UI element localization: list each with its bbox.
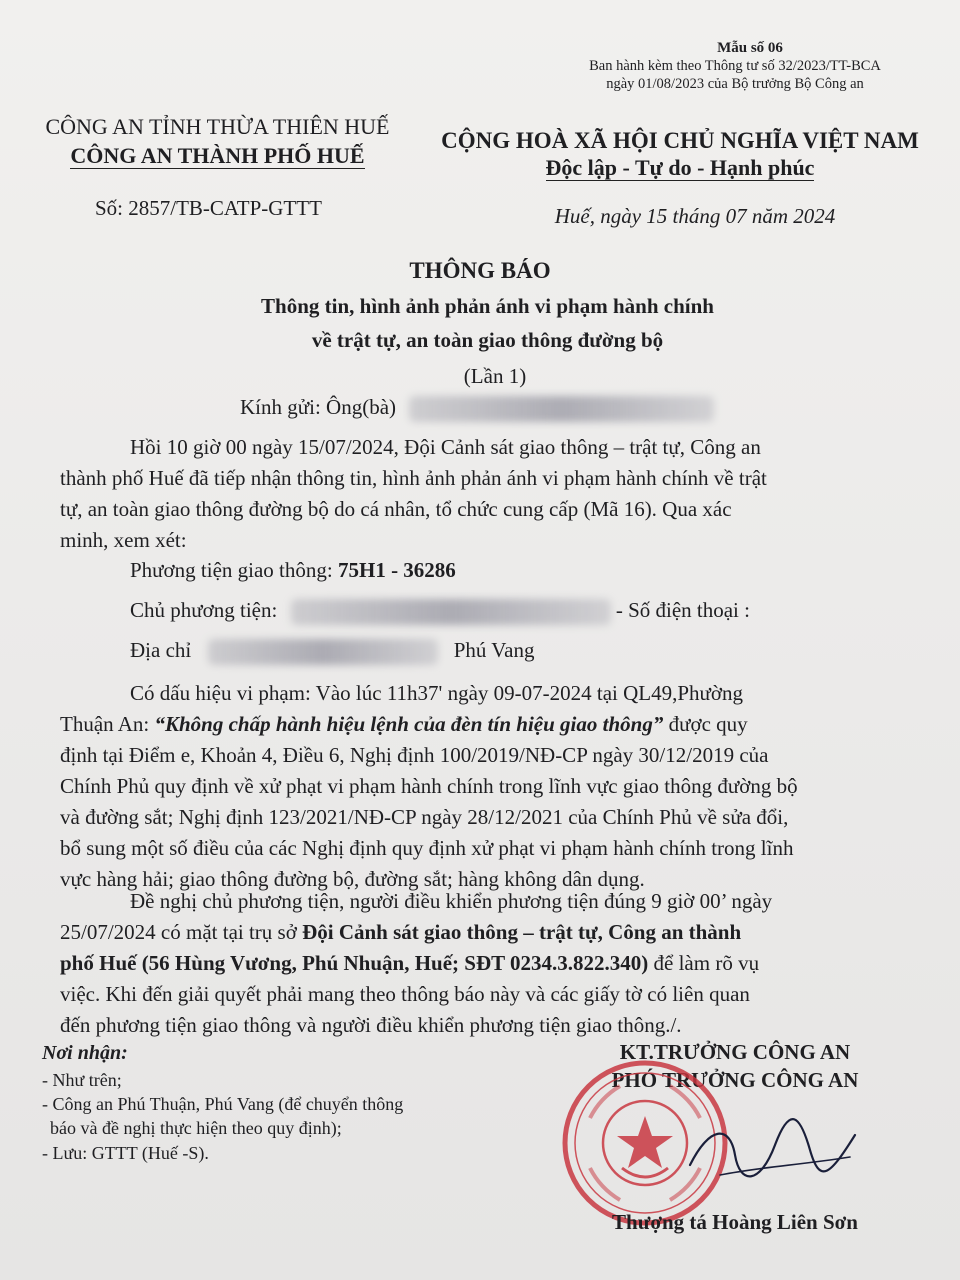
org-name: CÔNG AN THÀNH PHỐ HUẾ <box>70 143 365 168</box>
recipients-item-1: - Như trên; <box>42 1070 122 1090</box>
handwritten-signature <box>680 1105 880 1195</box>
address-district: Phú Vang <box>453 638 535 662</box>
vehicle-label: Phương tiện giao thông: <box>130 558 338 582</box>
office-name: Đội Cảnh sát giao thông – trật tự, Công an thành <box>302 920 742 944</box>
redacted-recipient-name <box>409 396 714 422</box>
notice-subtitle-1: Thông tin, hình ảnh phản ánh vi phạm hành chính <box>261 294 714 318</box>
redacted-address <box>208 639 438 665</box>
notice-times: (Lần 1) <box>463 364 527 388</box>
recipients-item-3: - Lưu: GTTT (Huế -S). <box>42 1143 209 1163</box>
recipient-line <box>240 395 714 422</box>
place-and-date: Huế, ngày 15 tháng 07 năm 2024 <box>554 204 836 228</box>
intro-paragraph: Hồi 10 giờ 00 ngày 15/07/2024, Đội Cảnh sát giao thông – trật tự, Công an thành phố Huế đã tiếp nhận thông tin, hình ảnh phản ánh vi phạm hành chính về trật tự, an toàn giao thông đường bộ do cá nhân, tổ chức cung cấp (Mã 16). Qua xác minh, xem xét: <box>60 435 767 552</box>
notice-title: THÔNG BÁO <box>409 258 551 283</box>
address-line <box>130 638 534 665</box>
notice-subtitle-2: về trật tự, an toàn giao thông đường bộ <box>311 328 664 352</box>
org-parent: CÔNG AN TỈNH THỪA THIÊN HUẾ <box>45 114 390 139</box>
form-ref-line1: Ban hành kèm theo Thông tư số 32/2023/TT-BCA <box>589 58 881 74</box>
authority-line-2: PHÓ TRƯỞNG CÔNG AN <box>611 1068 859 1092</box>
country-name: CỘNG HOÀ XÃ HỘI CHỦ NGHĨA VIỆT NAM <box>441 128 919 153</box>
phone-label: - Số điện thoại : <box>615 598 750 622</box>
violation-description: “Không chấp hành hiệu lệnh của đèn tín hiệu giao thông” <box>154 712 664 736</box>
address-label: Địa chỉ <box>130 638 192 662</box>
violation-paragraph: Có dấu hiệu vi phạm: Vào lúc 11h37' ngày 09-07-2024 tại QL49,Phường Thuận An: “Không chấp hành hiệu lệnh của đèn tín hiệu giao thông” được quy định tại Điểm e, Khoản 4, Điều 6, Nghị định 100/2019/NĐ-CP ngày 30/12/2019 của Chính Phủ quy định về xử phạt vi phạm hành chính trong lĩnh vực giao thông đường bộ và đường sắt; Nghị định 123/2021/NĐ-CP ngày 28/12/2021 của Chính Phủ về sửa đổi, bổ sung một số điều của các Nghị định quy định xử phạt vi phạm hành chính trong lĩnh vực hàng hải; giao thông đường bộ, đường sắt; hàng không dân dụng. <box>60 681 798 891</box>
signer-name: Thượng tá Hoàng Liên Sơn <box>612 1210 858 1234</box>
vehicle-line <box>130 558 456 583</box>
form-ref-line2: ngày 01/08/2023 của Bộ trưởng Bộ Công an <box>606 76 864 92</box>
license-plate: 75H1 - 36286 <box>337 558 456 582</box>
recipients-item-2b: báo và đề nghị thực hiện theo quy định); <box>50 1118 342 1138</box>
form-number: Mẫu số 06 <box>717 40 783 56</box>
office-address: phố Huế (56 Hùng Vương, Phú Nhuận, Huế; SĐT 0234.3.822.340) <box>60 951 649 975</box>
redacted-owner-name <box>291 599 611 625</box>
recipients-heading: Nơi nhận: <box>42 1042 128 1064</box>
recipients-item-2a: - Công an Phú Thuận, Phú Vang (để chuyển thông <box>42 1094 404 1114</box>
request-paragraph: Đề nghị chủ phương tiện, người điều khiển phương tiện đúng 9 giờ 00’ ngày 25/07/2024 có mặt tại trụ sở Đội Cảnh sát giao thông – trật tự, Công an thành phố Huế (56 Hùng Vương, Phú Nhuận, Huế; SĐT 0234.3.822.340) để làm rõ vụ việc. Khi đến giải quyết phải mang theo thông báo này và các giấy tờ có liên quan đến phương tiện giao thông và người điều khiển phương tiện giao thông./. <box>60 889 773 1037</box>
authority-line-1: KT.TRƯỞNG CÔNG AN <box>619 1040 851 1064</box>
owner-label: Chủ phương tiện: <box>130 598 278 622</box>
national-motto: Độc lập - Tự do - Hạnh phúc <box>545 155 815 180</box>
recipient-label: Kính gửi: Ông(bà) <box>240 395 397 419</box>
owner-line <box>130 598 750 625</box>
document-number: Số: 2857/TB-CATP-GTTT <box>95 196 322 220</box>
